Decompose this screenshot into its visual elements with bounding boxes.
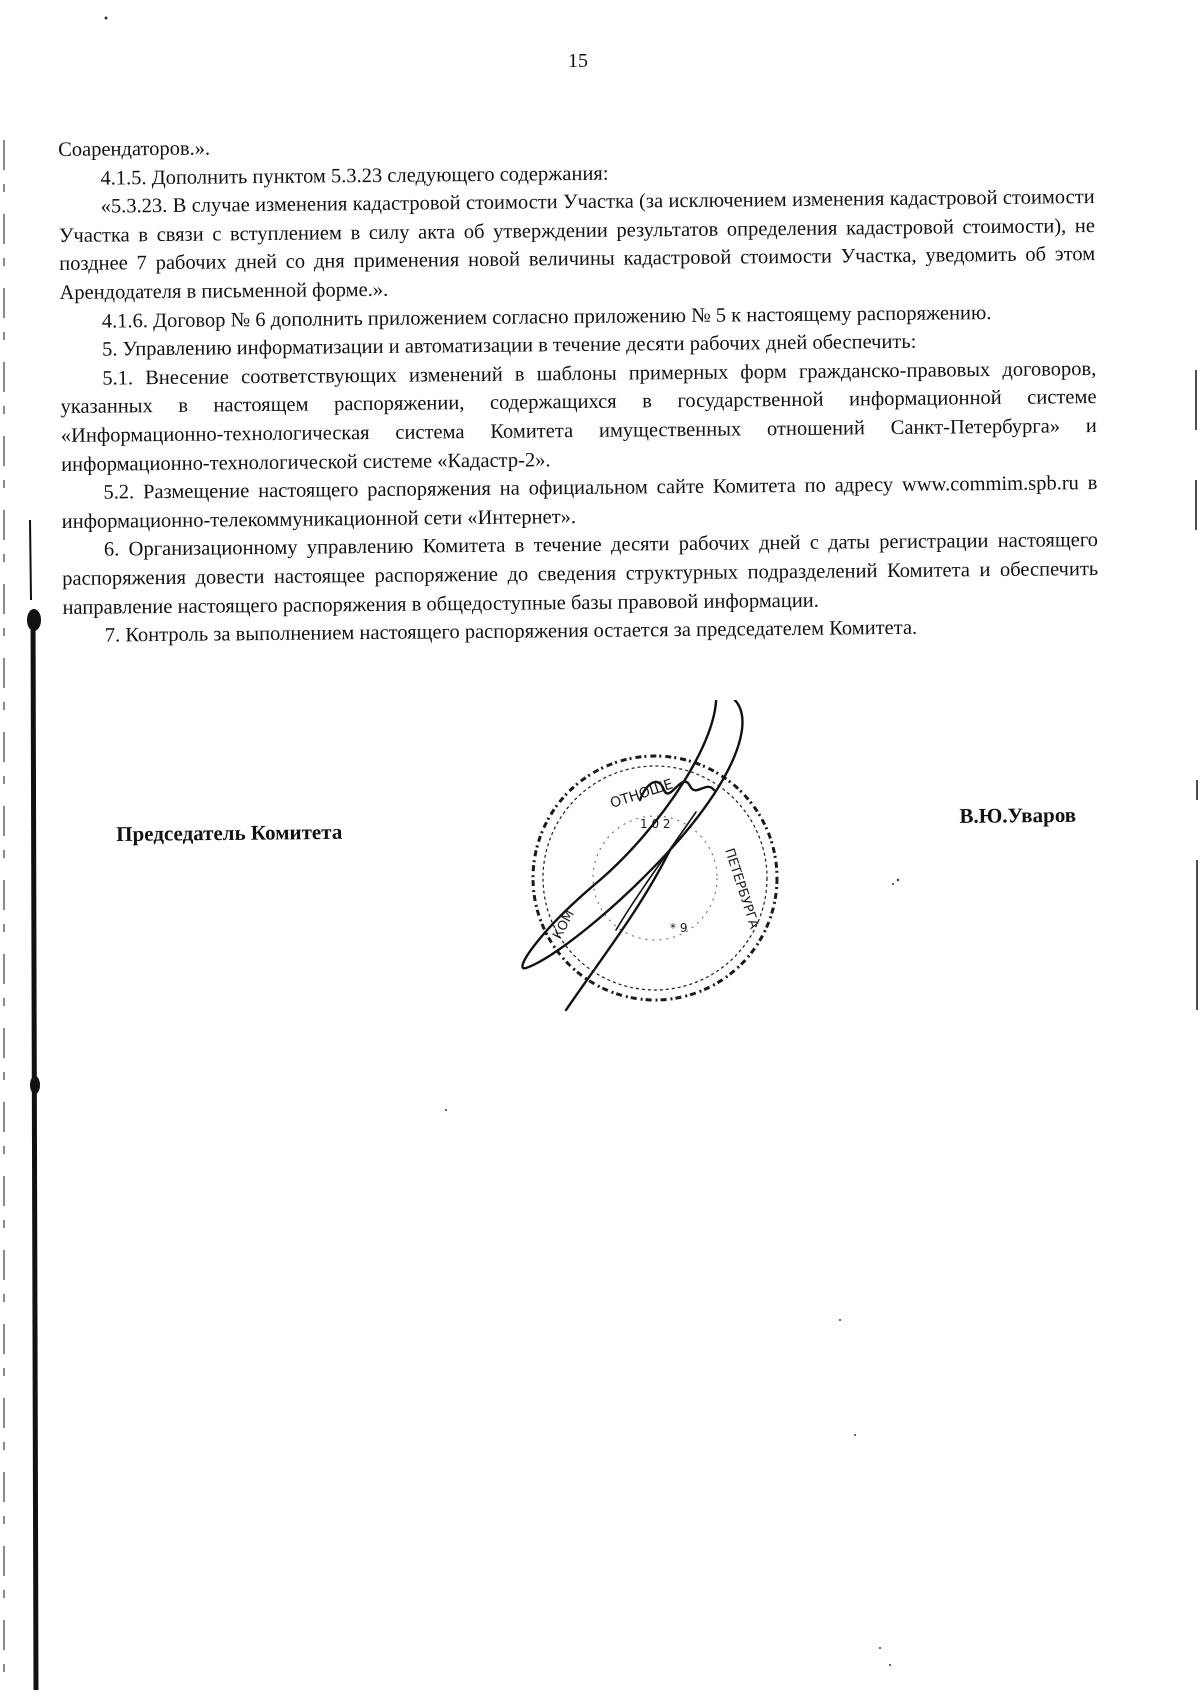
paragraph-continuation: Соарендаторов.».	[58, 137, 211, 161]
paragraph-5-3-23: «5.3.23. В случае изменения кадастровой стоимости Участка (за исключением изменения кадастровой стоимости Участка в связи с вступлением в силу акта об утверждении результатов определения кадастровой стоимости), не позднее 7 рабочих дней со дня применения новой величины кадастровой стоимости Участка, уведомить об этом Арендодателя в письменной форме.».	[58, 186, 1096, 304]
stamp-text-4: КОМ	[550, 907, 578, 942]
paragraph-5: 5. Управлению информатизации и автоматизации в течение десяти рабочих дней обеспечить:	[101, 330, 917, 361]
stamp-text-5: * 9	[670, 921, 688, 935]
paragraph-4-1-5: 4.1.5. Дополнить пунктом 5.3.23 следующего содержания:	[100, 162, 609, 190]
stamp-text-1: ОТНОШЕ	[608, 776, 675, 812]
paragraph-6: 6. Организационному управлению Комитета в течение десяти рабочих дней с даты регистрации настоящего распоряжения довести настоящее распоряжение до сведения структурных подразделений Комитета и обеспечить направление настоящего распоряжения в общедоступные базы правовой информации.	[62, 529, 1099, 619]
paragraph-7: 7. Контроль за выполнением настоящего распоряжения остается за председателем Комитета.	[104, 616, 918, 647]
stamp-text-2: 1 0 2	[640, 817, 671, 831]
paragraph-5-1: 5.1. Внесение соответствующих изменений в шаблоны примерных форм гражданско-правовых договоров, указанных в настоящем распоряжении, содержащихся в государственной информационной системе «Информационно-технологическая система Комитета имущественных отношений Санкт-Петербурга» и информационно-технологической системе «Кадастр-2».	[60, 357, 1097, 476]
paragraph-5-2: 5.2. Размещение настоящего распоряжения на официальном сайте Комитета по адресу www.commim.spb.ru в информационно-телекоммуникационной сети «Интернет».	[61, 472, 1098, 533]
page-number: 15	[568, 50, 588, 72]
signatory-position: Председатель Комитета	[116, 819, 343, 846]
paragraph-4-1-6: 4.1.6. Договор № 6 дополнить приложением согласно приложению № 5 к настоящему распоряжению.	[101, 301, 992, 333]
signatory-name: В.Ю.Уваров	[959, 802, 1077, 828]
stamp-text-3: ПЕТЕРБУРГА	[721, 846, 762, 931]
